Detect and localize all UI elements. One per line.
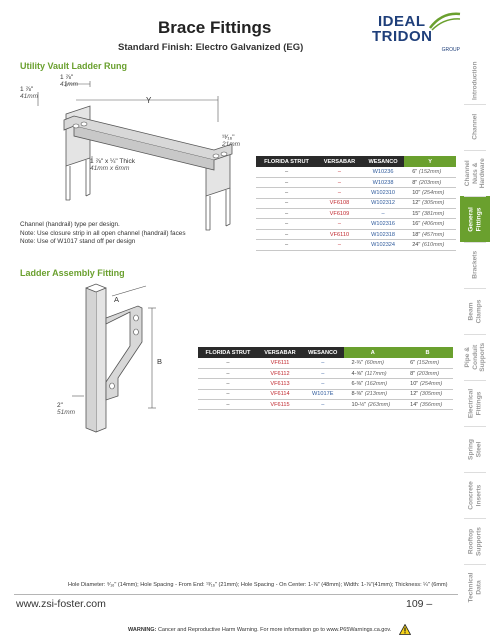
table-cell-a: 10-½" (263mm) [344,400,403,410]
tab-divider [464,564,486,565]
logo-text-ideal: IDEAL [378,13,426,30]
table-cell: – [256,177,317,187]
table-row [198,389,453,399]
col-y: Y [404,156,456,167]
table-cell: W102318 [362,229,404,239]
logo-text-tridon: TRIDON [372,28,433,45]
col-wesanco: WESANCO [362,156,404,167]
table-cell-b: 12" (305mm) [402,389,453,399]
section-tab-channel-nuts-hardware[interactable] [460,150,490,196]
dim-y-label: Y [146,96,152,105]
section-tab-beam-clamps[interactable] [460,288,490,334]
warning-triangle-icon [399,624,411,635]
col-florida-strut: FLORIDA STRUT [256,156,317,167]
col-florida-strut: FLORIDA STRUT [198,347,258,358]
table-row [198,379,453,389]
table-cell: VF6113 [258,379,302,389]
table-cell-y: 16" (406mm) [404,219,456,229]
hole-specs-note: Hole Diameter: ⁹⁄₁₆" (14mm); Hole Spacing - From End: ¹³⁄₁₆" (21mm); Hole Spacing - On Center: 1-⅞" (48mm); Width: 1-⅞"(41mm); Thickness: ¼" (6mm) [68,582,448,588]
website-link[interactable]: www.zsi-foster.com [16,598,106,610]
table-cell-a: 4-⅝" (117mm) [344,368,403,378]
table-cell: – [302,368,344,378]
section-tab-label: Beam Clamps [467,299,482,323]
tab-divider [464,242,486,243]
table-row [256,229,456,239]
table-cell-y: 12" (305mm) [404,198,456,208]
table-row [256,209,456,219]
section-tab-label: Pipe & Conduit Supports [463,342,486,372]
table-cell: W102316 [362,219,404,229]
section-tab-channel[interactable] [460,104,490,150]
tab-divider [464,334,486,335]
table-cell: VF6110 [317,229,362,239]
table-cell: – [317,167,362,177]
table-cell-y: 6" (152mm) [404,167,456,177]
tab-divider [464,472,486,473]
table-cell: VF6109 [317,209,362,219]
table-cell: VF6108 [317,198,362,208]
table-cell: W102310 [362,188,404,198]
table-cell: – [198,400,258,410]
ladder-rung-table [256,156,456,251]
table-cell: VF6112 [258,368,302,378]
table-cell-y: 10" (254mm) [404,188,456,198]
dim-width-label: 1 ⅞" 41mm [60,74,79,88]
table-cell: – [256,240,317,250]
col-b: B [402,347,453,358]
dim-c-label: 2" 51mm [57,402,76,416]
table-cell: – [198,379,258,389]
table-cell-y: 8" (203mm) [404,177,456,187]
table-cell: – [256,229,317,239]
table-cell: – [317,219,362,229]
table-cell-a: 6-⅜" (162mm) [344,379,403,389]
tab-divider [464,518,486,519]
tab-divider [464,426,486,427]
table-row [256,219,456,229]
ladder-assembly-table [198,347,453,410]
table-cell: – [256,209,317,219]
table-cell: – [302,379,344,389]
tab-divider [464,196,486,197]
section-tab-electrical-fittings[interactable] [460,380,490,426]
section-tab-general-fittings[interactable] [460,196,490,242]
section-tab-label: Concrete Inserts [467,480,482,510]
tab-divider [464,380,486,381]
table-cell: – [256,188,317,198]
logo-swoosh-icon [428,10,462,32]
table-cell-y: 18" (457mm) [404,229,456,239]
table-cell: – [317,188,362,198]
logo-text-group: GROUP [441,47,460,53]
dim-hole-offset-label: ¹³⁄₁₆" 21mm [222,134,241,148]
table-cell: W10236 [362,167,404,177]
table-cell: – [302,400,344,410]
table-cell: – [198,389,258,399]
section-tab-label: Technical Data [467,572,482,602]
section-tab-label: Introduction [471,61,479,101]
ladder-rung-diagram [18,70,250,240]
section-heading-ladder-rung: Utility Vault Ladder Rung [20,61,128,71]
page-title: Brace Fittings [158,18,272,37]
col-versabar: VERSABAR [258,347,302,358]
table-row [198,368,453,378]
section-tab-label: Spring Steel [467,438,482,460]
catalog-section-tabs [460,58,490,610]
section-tab-concrete-inserts[interactable] [460,472,490,518]
table-cell-y: 15" (381mm) [404,209,456,219]
table-cell-a: 2-¾" (60mm) [344,358,403,368]
table-row [198,358,453,368]
tab-divider [464,104,486,105]
table-cell: – [302,358,344,368]
section-tab-label: Electrical Fittings [467,388,482,418]
table-cell-b: 10" (254mm) [402,379,453,389]
dim-a-label: A [114,295,120,304]
section-tab-label: Channel Nuts & Hardware [463,157,486,189]
table-cell: – [256,167,317,177]
section-tab-label: Brackets [471,251,479,279]
table-row [256,240,456,250]
table-cell-a: 8-⅜" (213mm) [344,389,403,399]
table-cell: VF6111 [258,358,302,368]
section-tab-brackets[interactable] [460,242,490,288]
table-cell: W102312 [362,198,404,208]
company-logo [372,14,462,58]
section-tab-spring-steel[interactable] [460,426,490,472]
table-cell-b: 14" (356mm) [402,400,453,410]
table-cell: VF6115 [258,400,302,410]
table-cell: – [198,368,258,378]
footer-divider [14,594,458,595]
table-cell: W10238 [362,177,404,187]
table-cell: W102324 [362,240,404,250]
table-cell: – [362,209,404,219]
table-row [256,167,456,177]
tab-divider [464,150,486,151]
ladder-rung-notes: Channel (handrail) type per design. Note: Use closure strip in all open channel (handrail) faces Note: Use of W1017 stand off per design [20,221,186,246]
prop65-warning: WARNING: Cancer and Reproductive Harm Warning. For more information go to www.P65Warnings.ca.gov. [128,624,411,635]
section-tab-technical-data[interactable] [460,564,490,610]
table-cell-b: 6" (152mm) [402,358,453,368]
table-cell: VF6114 [258,389,302,399]
section-tab-rooftop-supports[interactable] [460,518,490,564]
section-heading-ladder-assembly: Ladder Assembly Fitting [20,268,125,278]
dim-height-label: 1 ⅞" 41mm [20,86,39,100]
dim-b-label: B [157,357,163,366]
table-cell: – [317,177,362,187]
table-row [256,198,456,208]
table-row [256,188,456,198]
table-cell: – [198,358,258,368]
table-cell-b: 8" (203mm) [402,368,453,378]
table-cell: – [256,198,317,208]
table-cell-y: 24" (610mm) [404,240,456,250]
table-row [198,400,453,410]
section-tab-label: Channel [471,114,479,141]
col-wesanco: WESANCO [302,347,344,358]
col-versabar: VERSABAR [317,156,362,167]
section-tab-introduction[interactable] [460,58,490,104]
section-tab-label: General Fittings [467,206,482,232]
table-cell: W1017E [302,389,344,399]
page-subtitle: Standard Finish: Electro Galvanized (EG) [118,42,304,53]
col-a: A [344,347,403,358]
table-cell: – [317,240,362,250]
table-row [256,177,456,187]
section-tab-pipe-conduit-supports[interactable] [460,334,490,380]
tab-divider [464,288,486,289]
page-number: 109 – [406,598,433,610]
table-cell: – [256,219,317,229]
section-tab-label: Rooftop Supports [467,526,482,556]
dim-thickness-label: 1 ⅞" x ¼" Thick 41mm x 6mm [90,158,135,172]
